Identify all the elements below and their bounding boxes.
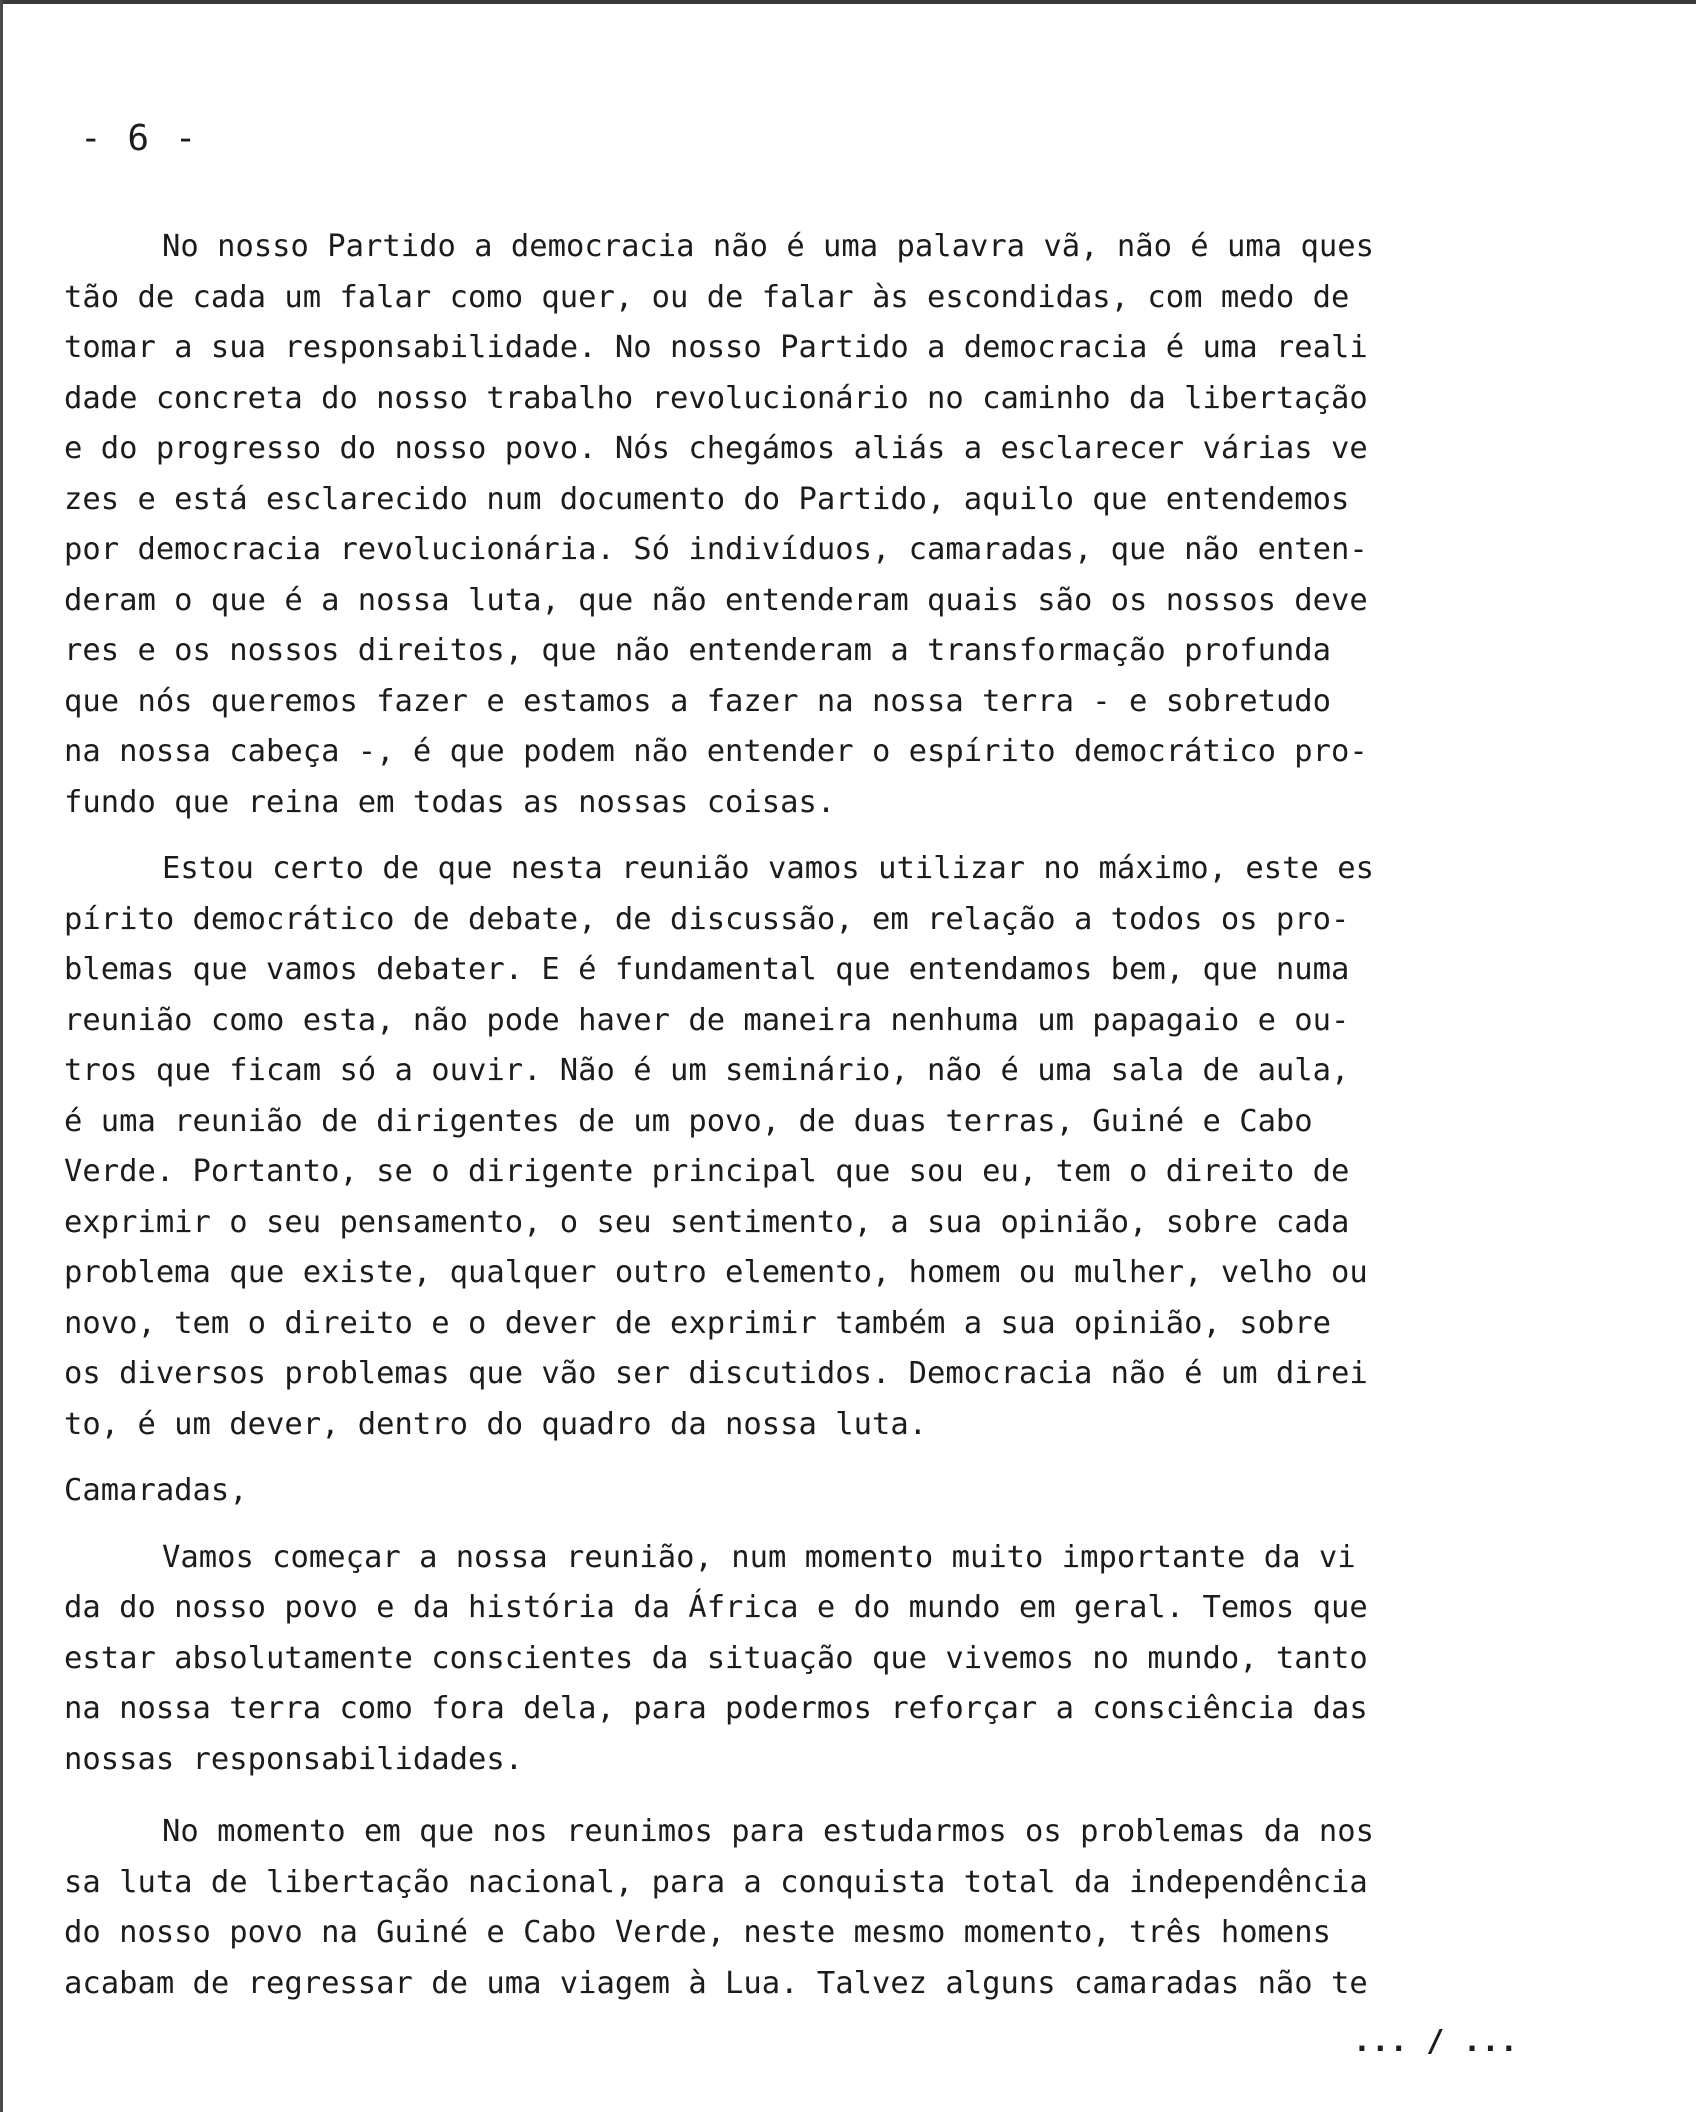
- text-line: novo, tem o direito e o dever de exprimir também a sua opinião, sobre: [64, 1305, 1332, 1341]
- text-line: blemas que vamos debater. E é fundamental que entendamos bem, que numa: [64, 952, 1350, 987]
- text-line: to, é um dever, dentro do quadro da nossa luta.: [64, 1406, 928, 1442]
- text-line: acabam de regressar de uma viagem à Lua. Talvez alguns camaradas não te: [64, 1965, 1368, 2001]
- text-line: nossas responsabilidades.: [64, 1741, 524, 1777]
- paragraph: [64, 844, 1664, 1450]
- text-line: No nosso Partido a democracia não é uma palavra vã, não é uma ques: [162, 229, 1374, 264]
- body-text: [64, 222, 1664, 2009]
- text-line: sa luta de libertação nacional, para a conquista total da independência: [64, 1864, 1368, 1900]
- text-line: exprimir o seu pensamento, o seu sentimento, a sua opinião, sobre cada: [64, 1204, 1350, 1240]
- text-line: dade concreta do nosso trabalho revolucionário no caminho da libertação: [64, 380, 1368, 416]
- text-line: Vamos começar a nossa reunião, num momento muito importante da vi: [162, 1539, 1356, 1575]
- paragraph: [64, 1533, 1664, 1786]
- text-line: que nós queremos fazer e estamos a fazer na nossa terra - e sobretudo: [64, 683, 1332, 719]
- page-top-edge: [0, 0, 1696, 4]
- text-line: tão de cada um falar como quer, ou de falar às escondidas, com medo de: [64, 279, 1350, 315]
- text-line: No momento em que nos reunimos para estudarmos os problemas da nos: [162, 1814, 1374, 1849]
- page-left-edge: [0, 0, 3, 2112]
- text-line: deram o que é a nossa luta, que não entenderam quais são os nossos deve: [64, 582, 1368, 618]
- text-line: zes e está esclarecido num documento do Partido, aquilo que entendemos: [64, 481, 1350, 517]
- text-line: os diversos problemas que vão ser discutidos. Democracia não é um direi: [64, 1356, 1368, 1391]
- text-line: da do nosso povo e da história da África e do mundo em geral. Temos que: [64, 1590, 1368, 1625]
- paragraph: [64, 222, 1664, 828]
- text-line: problema que existe, qualquer outro elemento, homem ou mulher, velho ou: [64, 1255, 1368, 1290]
- text-line: e do progresso do nosso povo. Nós chegámos aliás a esclarecer várias ve: [64, 431, 1368, 466]
- salutation: Camaradas,: [64, 1473, 248, 1508]
- text-line: é uma reunião de dirigentes de um povo, de duas terras, Guiné e Cabo: [64, 1103, 1313, 1139]
- text-line: por democracia revolucionária. Só indivíduos, camaradas, que não enten-: [64, 532, 1368, 567]
- text-line: fundo que reina em todas as nossas coisas.: [64, 784, 836, 820]
- continuation-mark: ... / ...: [1352, 2024, 1518, 2059]
- text-line: na nossa cabeça -, é que podem não entender o espírito democrático pro-: [64, 734, 1368, 769]
- text-line: tros que ficam só a ouvir. Não é um seminário, não é uma sala de aula,: [64, 1053, 1350, 1088]
- text-line: estar absolutamente conscientes da situação que vivemos no mundo, tanto: [64, 1640, 1368, 1676]
- text-line: pírito democrático de debate, de discussão, em relação a todos os pro-: [64, 901, 1350, 937]
- text-line: Verde. Portanto, se o dirigente principal que sou eu, tem o direito de: [64, 1154, 1350, 1189]
- paragraph: [64, 1807, 1664, 2009]
- text-line: reunião como esta, não pode haver de maneira nenhuma um papagaio e ou-: [64, 1002, 1350, 1038]
- paragraph: [64, 1466, 1664, 1517]
- text-line: Estou certo de que nesta reunião vamos utilizar no máximo, este es: [162, 851, 1374, 886]
- text-line: res e os nossos direitos, que não entenderam a transformação profunda: [64, 633, 1332, 668]
- text-line: do nosso povo na Guiné e Cabo Verde, neste mesmo momento, três homens: [64, 1915, 1332, 1950]
- page-number: - 6 -: [80, 118, 199, 159]
- text-line: tomar a sua responsabilidade. No nosso Partido a democracia é uma reali: [64, 330, 1368, 365]
- text-line: na nossa terra como fora dela, para podermos reforçar a consciência das: [64, 1691, 1368, 1726]
